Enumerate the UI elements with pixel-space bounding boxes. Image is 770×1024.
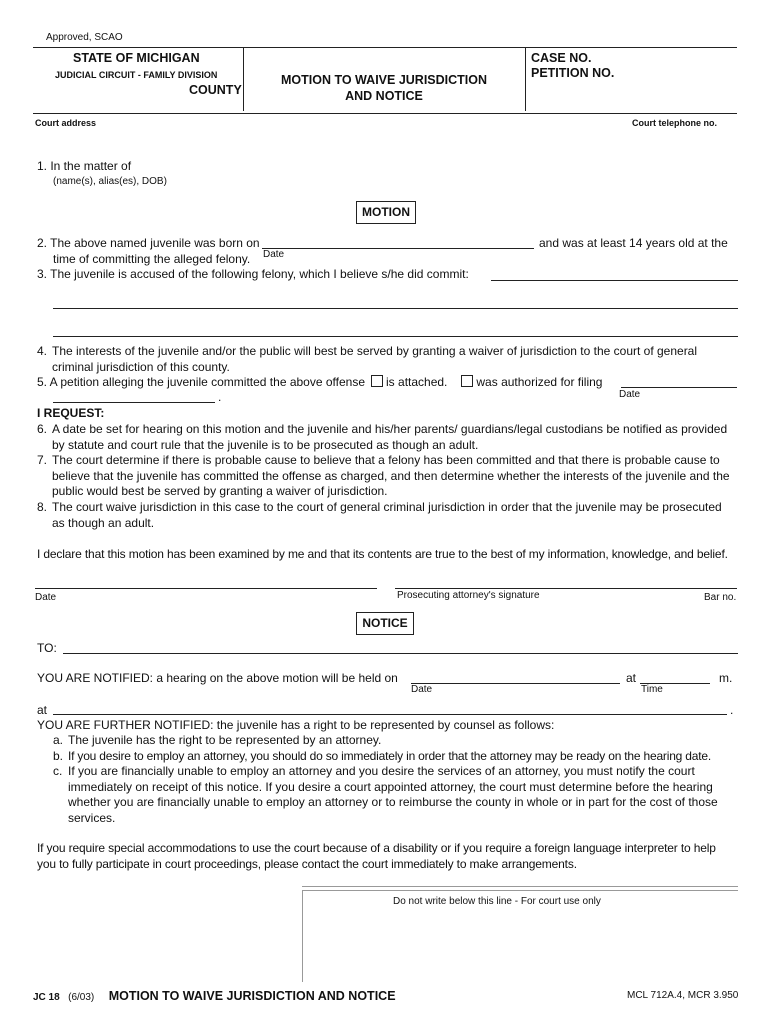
- header-bottom-rule: [33, 113, 737, 114]
- item5-text: 5. A petition alleging the juvenile committed the above offense: [37, 375, 366, 389]
- matter-sublabel: (name(s), alias(es), DOB): [53, 176, 167, 187]
- felony-field-line1[interactable]: [491, 280, 738, 281]
- hearing-location-field[interactable]: [53, 714, 727, 715]
- request-item-line: by statute and court rule that the juvenile is to be prosecuted as though an adult.: [52, 437, 479, 452]
- request-item-line: The court determine if there is probable cause to believe that a felony has been committed and that there is probable cause to: [52, 453, 720, 467]
- location-at-label: at: [37, 703, 48, 717]
- item4-line1: The interests of the juvenile and/or the public will best be served by granting a waiver of jurisdiction to the court of general: [52, 344, 698, 358]
- request-item-text: [52, 500, 722, 531]
- notice-item-letter: a.: [53, 733, 64, 747]
- item4-line2: criminal jurisdiction of this county.: [52, 359, 230, 374]
- filing-date-field[interactable]: [621, 387, 737, 388]
- prosecutor-signature-caption: Prosecuting attorney's signature: [397, 590, 540, 601]
- request-item-number: 6.: [37, 422, 48, 436]
- felony-field-line2[interactable]: [53, 308, 738, 309]
- case-number-block: [531, 51, 614, 81]
- felony-field-line3[interactable]: [53, 336, 738, 337]
- notice-item-text: [68, 749, 711, 765]
- notice-heading: NOTICE: [356, 612, 414, 635]
- attached-label: is attached.: [386, 375, 448, 389]
- header-top-rule: [33, 47, 737, 48]
- item3-text: 3. The juvenile is accused of the following felony, which I believe s/he did commit:: [37, 267, 469, 281]
- signature-date-caption: Date: [35, 592, 57, 603]
- prosecutor-signature-field[interactable]: [395, 588, 737, 589]
- request-item-line: as though an adult.: [52, 515, 155, 530]
- county-label: COUNTY: [189, 83, 242, 97]
- birth-date-field[interactable]: [262, 248, 534, 249]
- footer-form-title: MOTION TO WAIVE JURISDICTION AND NOTICE: [108, 989, 396, 1003]
- request-item-text: [52, 453, 730, 500]
- legal-references: MCL 712A.4, MCR 3.950: [627, 990, 739, 1001]
- notice-item-line: services.: [68, 810, 116, 825]
- declaration-text: I declare that this motion has been examined by me and that its contents are true to the best of my information, knowledge, and belief.: [37, 547, 728, 561]
- request-item-line: A date be set for hearing on this motion and the juvenile and his/her parents/ guardians/legal custodians be notified as provided: [52, 422, 728, 436]
- signature-date-field[interactable]: [35, 588, 377, 589]
- court-use-rule-outer: [302, 886, 738, 887]
- form-title-line2: AND NOTICE: [345, 89, 423, 103]
- to-label: TO:: [37, 641, 57, 655]
- request-item-number: 8.: [37, 500, 48, 514]
- authorized-checkbox[interactable]: [461, 375, 473, 387]
- case-number-label: CASE NO.: [531, 51, 592, 65]
- item2-text: 2. The above named juvenile was born on: [37, 236, 260, 250]
- notified-text: YOU ARE NOTIFIED: a hearing on the above motion will be held on: [37, 671, 398, 685]
- hearing-time-caption: Time: [641, 684, 663, 695]
- header-divider-right: [525, 47, 526, 111]
- form-footer: [33, 987, 396, 1005]
- item5: [37, 375, 602, 390]
- notice-item-line: whether you are financially unable to employ an attorney or to reimburse the county in whole or in part for the cost of those: [68, 795, 718, 809]
- accommodation-line2: you to fully participate in court proceedings, please contact the court immediately to make arrangements.: [37, 857, 577, 871]
- state-label: STATE OF MICHIGAN: [73, 51, 200, 65]
- hearing-at-label: at: [626, 671, 637, 685]
- court-use-label: Do not write below this line - For court use only: [393, 896, 601, 907]
- item5-period: .: [218, 390, 222, 404]
- form-title-line1: MOTION TO WAIVE JURISDICTION: [280, 73, 488, 87]
- court-type-label: JUDICIAL CIRCUIT - FAMILY DIVISION: [55, 70, 218, 80]
- item2-line2: time of committing the alleged felony.: [53, 252, 251, 266]
- form-revision-date: (6/03): [68, 992, 95, 1003]
- matter-label: 1. In the matter of: [37, 159, 132, 173]
- request-heading: I REQUEST:: [37, 406, 105, 420]
- bar-number-caption: Bar no.: [704, 592, 737, 603]
- notice-item-line: immediately on receipt of this notice. If you desire a court appointed attorney, the court must determine before the hearing: [68, 779, 713, 794]
- attached-checkbox[interactable]: [371, 375, 383, 387]
- item4-text: [52, 344, 697, 375]
- request-item-line: believe that the juvenile has committed the offense as charged, and then determine whether the interests of the juvenile and the: [52, 468, 730, 483]
- court-telephone-label: Court telephone no.: [632, 118, 717, 128]
- court-use-rule-inner: [302, 890, 738, 891]
- notice-item-line: The juvenile has the right to be represented by an attorney.: [68, 733, 382, 747]
- hearing-date-caption: Date: [411, 684, 433, 695]
- request-item-line: The court waive jurisdiction in this case to the court of general criminal jurisdiction in order that the juvenile may be prosecuted: [52, 500, 722, 514]
- authorized-label: was authorized for filing: [476, 375, 603, 389]
- notice-item-line: If you desire to employ an attorney, you should do so immediately in order that the attorney may be ready on the hearing date.: [68, 749, 711, 763]
- notice-item-text: [68, 733, 381, 749]
- court-address-label: Court address: [35, 118, 97, 128]
- item4-number: 4.: [37, 344, 48, 358]
- notice-item-letter: b.: [53, 749, 64, 763]
- petition-number-label: PETITION NO.: [531, 66, 615, 80]
- accommodation-line1: If you require special accommodations to use the court because of a disability or if you require a foreign language interpreter to help: [37, 841, 716, 855]
- motion-heading: MOTION: [356, 201, 416, 224]
- further-notified-text: YOU ARE FURTHER NOTIFIED: the juvenile has a right to be represented by counsel as follows:: [37, 718, 555, 732]
- hearing-date-field[interactable]: [411, 683, 620, 684]
- notice-item-line: If you are financially unable to employ an attorney and you desire the services of an attorney, you must notify the court: [68, 764, 695, 778]
- notice-item-letter: c.: [53, 764, 63, 778]
- accommodation-text: [37, 840, 742, 872]
- item2-text-continued: and was at least 14 years old at the: [539, 236, 728, 250]
- form-title: [243, 72, 525, 104]
- request-item-text: [52, 422, 727, 453]
- approval-text: Approved, SCAO: [46, 32, 123, 43]
- location-period: .: [730, 703, 734, 717]
- request-item-number: 7.: [37, 453, 48, 467]
- form-number: JC 18: [33, 992, 60, 1003]
- birth-date-caption: Date: [263, 249, 285, 260]
- filing-date-field-continued[interactable]: [53, 402, 215, 403]
- notice-item-text: [68, 764, 718, 826]
- to-field[interactable]: [63, 653, 738, 654]
- meridiem-label: m.: [719, 671, 733, 685]
- request-item-line: public would best be served by granting a waiver of jurisdiction.: [52, 484, 388, 498]
- filing-date-caption: Date: [619, 389, 641, 400]
- court-use-box-left: [302, 890, 303, 982]
